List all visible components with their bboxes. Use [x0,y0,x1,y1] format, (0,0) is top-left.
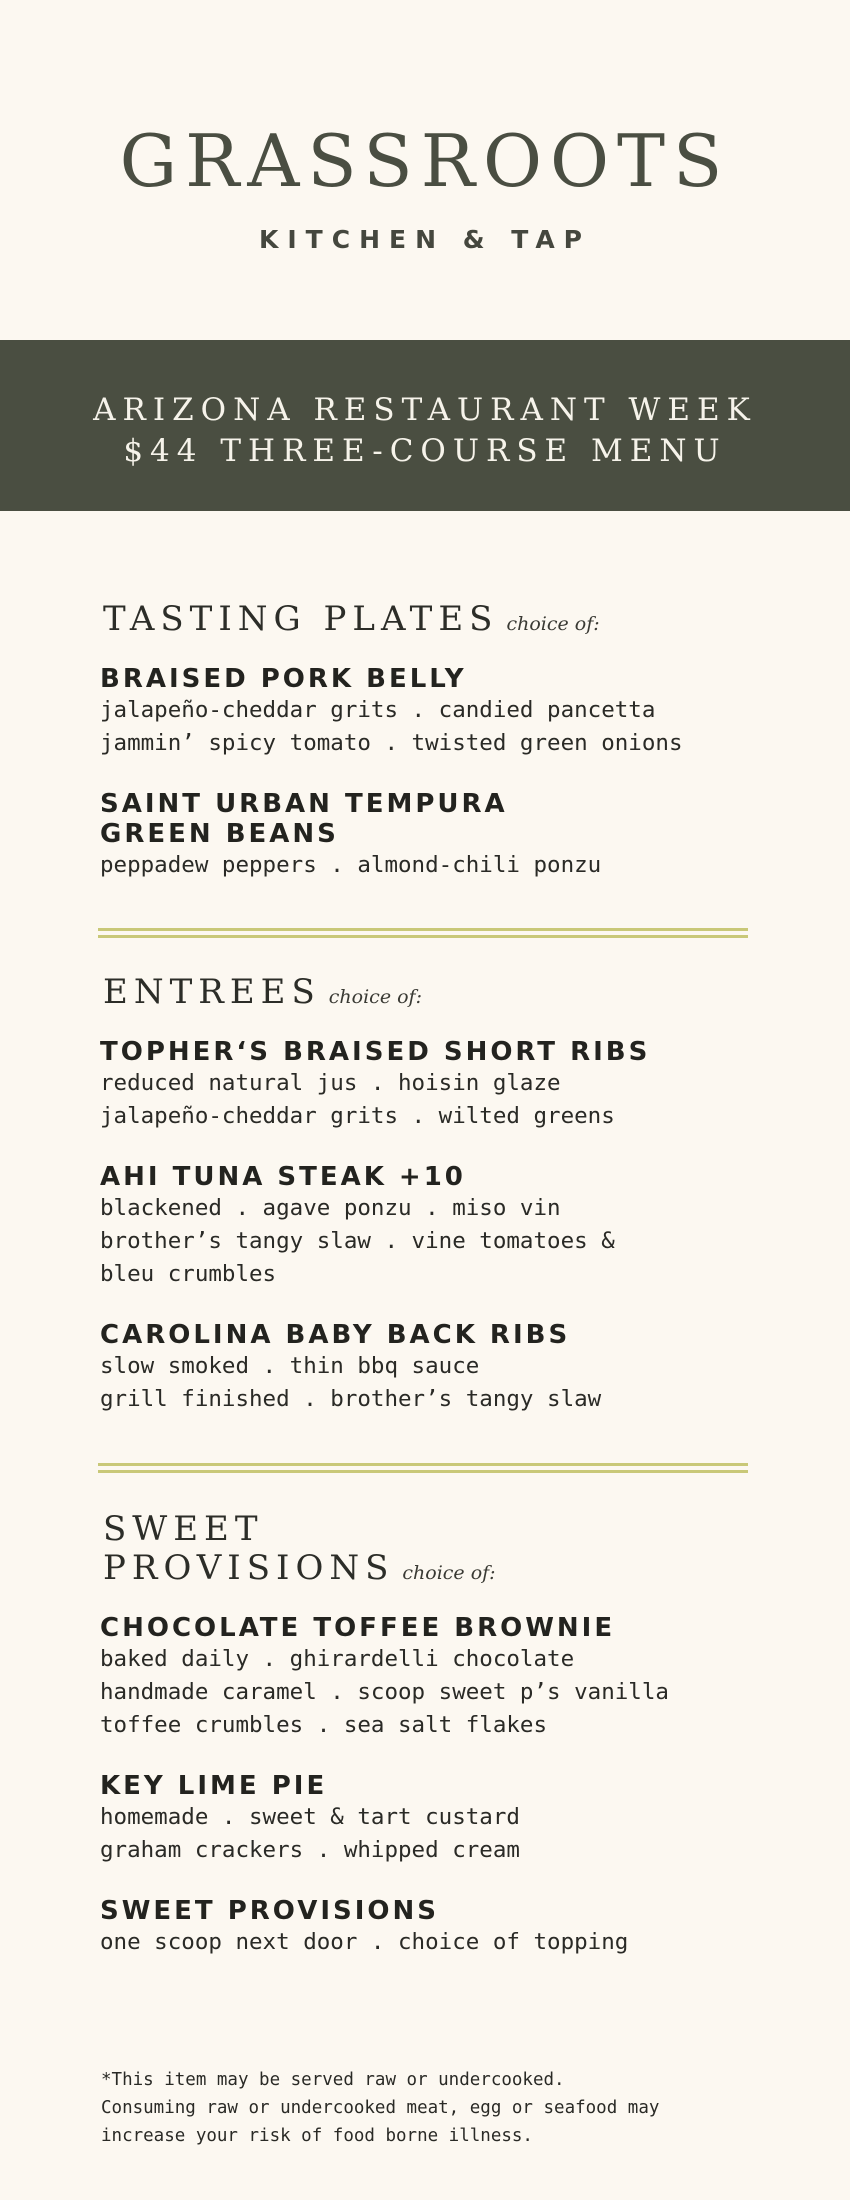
menu-item [100,664,750,760]
item-description: handmade caramel . scoop sweet p’s vanilla [100,1679,669,1705]
item-name: SAINT URBAN TEMPURA GREEN BEANS [100,789,508,849]
item-name: KEY LIME PIE [100,1771,328,1801]
banner-line-1: ARIZONA RESTAURANT WEEK [93,392,757,428]
brand-title: GRASSROOTS [119,119,731,203]
item-description: toffee crumbles . sea salt flakes [100,1712,548,1738]
section-title [103,600,750,644]
item-description: slow smoked . thin bbq sauce [100,1353,480,1379]
section-divider [98,928,748,938]
item-name: BRAISED PORK BELLY [100,664,467,694]
item-description: bleu crumbles [100,1261,277,1287]
item-description: jammin’ spicy tomato . twisted green onions [100,730,683,756]
section-tasting-plates [100,600,750,911]
item-name: TOPHER‘S BRAISED SHORT RIBS [100,1037,651,1067]
promo-banner [0,340,850,511]
footnote-line: *This item may be served raw or undercooked. [101,2070,565,2090]
section-title-text: SWEET PROVISIONS [103,1509,395,1588]
brand-header [0,119,850,254]
footnote-line: Consuming raw or undercooked meat, egg or seafood may [101,2098,660,2118]
banner-line-2: $44 THREE-COURSE MENU [123,433,727,469]
item-description: jalapeño-cheddar grits . wilted greens [100,1103,615,1129]
allergen-footnote [101,2066,751,2150]
item-description: homemade . sweet & tart custard [100,1804,520,1830]
footnote-line: increase your risk of food borne illness. [101,2126,533,2146]
section-title-text: TASTING PLATES [103,599,499,639]
choice-of-label: choice of: [506,613,600,635]
item-description: blackened . agave ponzu . miso vin [100,1195,561,1221]
section-sweet-provisions [100,1510,750,1988]
item-description: one scoop next door . choice of topping [100,1929,629,1955]
item-name: CAROLINA BABY BACK RIBS [100,1320,571,1350]
menu-item [100,1771,750,1867]
section-divider [98,1463,748,1473]
section-title [103,1510,750,1593]
section-entrees [100,973,750,1445]
item-description: graham crackers . whipped cream [100,1837,520,1863]
item-description: grill finished . brother’s tangy slaw [100,1386,602,1412]
item-description: brother’s tangy slaw . vine tomatoes & [100,1228,615,1254]
item-name: AHI TUNA STEAK +10 [100,1162,466,1192]
item-description: jalapeño-cheddar grits . candied pancetta [100,697,656,723]
item-description: reduced natural jus . hoisin glaze [100,1070,561,1096]
menu-item [100,1162,750,1291]
menu-item [100,789,750,882]
menu-item [100,1320,750,1416]
menu-item [100,1613,750,1742]
choice-of-label: choice of: [402,1562,496,1584]
brand-subtitle: KITCHEN & TAP [259,225,591,254]
item-name: SWEET PROVISIONS [100,1896,439,1926]
choice-of-label: choice of: [328,986,422,1008]
item-description: peppadew peppers . almond-chili ponzu [100,852,602,878]
section-title [103,973,750,1017]
section-title-text: ENTREES [103,972,321,1012]
menu-item [100,1896,750,1959]
item-description: baked daily . ghirardelli chocolate [100,1646,575,1672]
menu-item [100,1037,750,1133]
item-name: CHOCOLATE TOFFEE BROWNIE [100,1613,616,1643]
